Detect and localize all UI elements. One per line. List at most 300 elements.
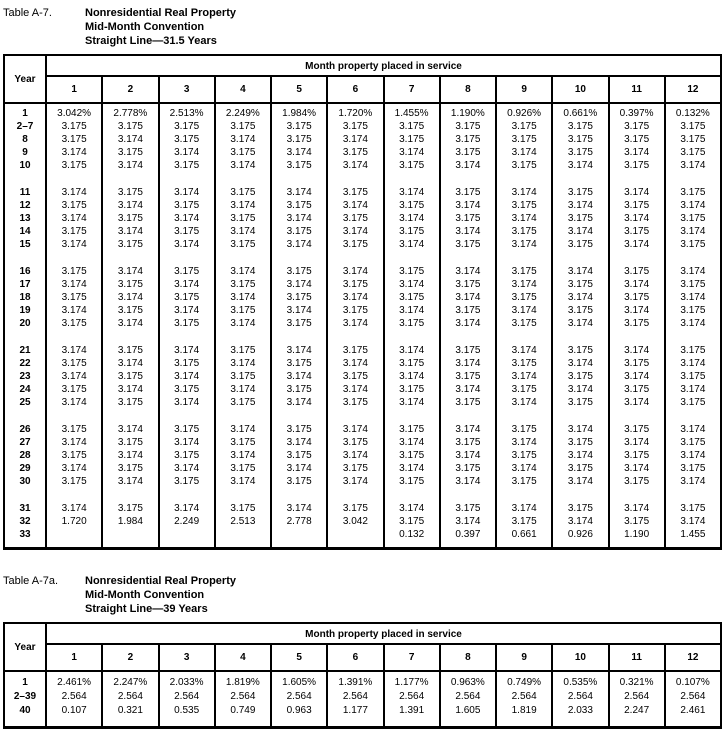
table-a7a-title-line-1: Nonresidential Real Property	[85, 575, 236, 587]
table-bottom-padding-row	[5, 541, 720, 547]
value-cell: 3.174	[270, 146, 326, 159]
value-cell: 3.175	[439, 436, 495, 449]
value-cell: 3.175	[45, 291, 101, 304]
value-cell: 3.175	[214, 120, 270, 133]
value-cell: 3.175	[551, 120, 607, 133]
value-cell: 3.175	[326, 370, 382, 383]
value-cell: 3.174	[551, 449, 607, 462]
value-cell: 3.175	[383, 317, 439, 330]
value-cell: 3.174	[664, 515, 720, 528]
value-cell: 3.175	[326, 502, 382, 515]
value-cell: 3.175	[664, 133, 720, 146]
value-cell: 3.174	[551, 225, 607, 238]
value-cell: 3.175	[214, 212, 270, 225]
value-cell: 3.174	[214, 423, 270, 436]
year-cell: 21	[19, 345, 31, 356]
value-cell: 3.174	[45, 146, 101, 159]
table-header	[5, 624, 720, 672]
year-cell: 33	[19, 529, 31, 540]
value-cell: 3.174	[608, 396, 664, 409]
value-cell: 3.174	[101, 133, 157, 146]
value-cell: 3.175	[608, 133, 664, 146]
month-col-header-1: 1	[45, 645, 101, 670]
value-cell: 2.564	[664, 690, 720, 704]
value-cell: 3.175	[326, 344, 382, 357]
month-span-header: Month property placed in service	[45, 56, 720, 77]
year-cell: 18	[19, 292, 31, 303]
year-cell: 12	[19, 200, 31, 211]
value-cell: 3.175	[326, 120, 382, 133]
value-cell: 3.174	[551, 199, 607, 212]
month-span-header: Month property placed in service	[45, 624, 720, 645]
value-cell: 3.174	[495, 238, 551, 251]
year-cell	[5, 172, 45, 186]
value-cell: 3.174	[158, 344, 214, 357]
value-cell: 2.564	[45, 690, 101, 704]
month-col-header-4: 4	[214, 645, 270, 670]
value-cell: 1.984	[101, 515, 157, 528]
value-cell: 3.174	[439, 265, 495, 278]
value-cell	[495, 172, 551, 186]
value-cell: 3.042	[326, 515, 382, 528]
value-cell: 0.661%	[551, 107, 607, 120]
value-cell	[495, 330, 551, 344]
table-header	[5, 56, 720, 104]
value-cell: 3.175	[158, 199, 214, 212]
value-cell: 1.177%	[383, 676, 439, 690]
value-cell: 3.174	[439, 475, 495, 488]
value-cell: 3.174	[664, 449, 720, 462]
value-cell: 3.175	[101, 238, 157, 251]
value-cell	[383, 488, 439, 502]
value-cell: 3.174	[101, 317, 157, 330]
month-col-header-2: 2	[101, 645, 157, 670]
value-cell: 3.174	[270, 278, 326, 291]
table-a7-label: Table A-7.	[3, 7, 52, 19]
value-cell: 2.249	[158, 515, 214, 528]
month-col-header-12: 12	[664, 77, 720, 102]
table-row	[5, 225, 720, 238]
value-cell: 3.174	[664, 225, 720, 238]
value-cell: 3.175	[326, 462, 382, 475]
year-cell: 13	[19, 213, 31, 224]
value-cell	[326, 330, 382, 344]
value-cell: 0.321%	[608, 676, 664, 690]
value-cell: 3.174	[608, 462, 664, 475]
value-cell	[270, 409, 326, 423]
value-cell	[45, 409, 101, 423]
table-row	[5, 107, 720, 120]
year-cell: 1	[22, 677, 28, 688]
value-cell: 3.174	[439, 199, 495, 212]
value-cell: 3.174	[439, 317, 495, 330]
value-cell	[664, 172, 720, 186]
value-cell: 3.174	[383, 462, 439, 475]
table-row	[5, 344, 720, 357]
value-cell	[270, 488, 326, 502]
value-cell: 1.455%	[383, 107, 439, 120]
value-cell: 3.174	[551, 317, 607, 330]
value-cell	[326, 251, 382, 265]
value-cell: 0.132	[383, 528, 439, 541]
value-cell: 1.605	[439, 704, 495, 718]
value-cell: 3.175	[270, 449, 326, 462]
value-cell: 3.174	[608, 278, 664, 291]
value-cell: 3.175	[664, 238, 720, 251]
value-cell: 2.247	[608, 704, 664, 718]
value-cell	[158, 488, 214, 502]
value-cell: 3.174	[214, 357, 270, 370]
value-cell: 3.174	[664, 317, 720, 330]
value-cell: 3.174	[45, 370, 101, 383]
value-cell: 3.174	[383, 502, 439, 515]
value-cell	[664, 251, 720, 265]
value-cell: 3.174	[383, 278, 439, 291]
value-cell	[326, 409, 382, 423]
year-cell: 24	[19, 384, 31, 395]
value-cell: 3.175	[101, 344, 157, 357]
value-cell: 3.042%	[45, 107, 101, 120]
value-cell: 3.175	[495, 133, 551, 146]
value-cell: 3.174	[270, 462, 326, 475]
value-cell	[495, 251, 551, 265]
year-cell: 23	[19, 371, 31, 382]
year-cell: 32	[19, 516, 31, 527]
value-cell: 3.174	[101, 291, 157, 304]
value-cell: 3.175	[101, 436, 157, 449]
value-cell: 3.175	[270, 423, 326, 436]
month-col-header-5: 5	[270, 645, 326, 670]
value-cell: 3.174	[551, 291, 607, 304]
value-cell: 3.174	[101, 199, 157, 212]
value-cell: 3.174	[326, 225, 382, 238]
value-cell: 3.174	[551, 475, 607, 488]
table-row	[5, 462, 720, 475]
year-column-header: Year	[14, 641, 36, 653]
value-cell: 3.174	[664, 159, 720, 172]
value-cell: 3.175	[214, 370, 270, 383]
value-cell: 3.175	[664, 120, 720, 133]
table-row	[5, 370, 720, 383]
value-cell: 3.175	[101, 146, 157, 159]
value-cell: 2.564	[270, 690, 326, 704]
value-cell: 3.174	[664, 383, 720, 396]
value-cell: 3.175	[101, 304, 157, 317]
value-cell	[101, 488, 157, 502]
month-col-header-10: 10	[551, 77, 607, 102]
value-cell: 3.175	[214, 436, 270, 449]
value-cell: 0.321	[101, 704, 157, 718]
value-cell: 3.175	[214, 146, 270, 159]
value-cell: 3.175	[214, 502, 270, 515]
month-col-header-6: 6	[326, 645, 382, 670]
value-cell	[495, 541, 551, 547]
table-row	[5, 436, 720, 449]
value-cell: 3.175	[608, 265, 664, 278]
table-body	[5, 672, 720, 726]
value-cell: 3.174	[383, 436, 439, 449]
value-cell: 3.175	[664, 146, 720, 159]
value-cell: 3.175	[383, 225, 439, 238]
value-cell: 3.175	[664, 502, 720, 515]
value-cell: 3.174	[45, 304, 101, 317]
value-cell: 3.175	[551, 212, 607, 225]
month-col-header-1: 1	[45, 77, 101, 102]
value-cell: 3.174	[439, 357, 495, 370]
value-cell: 0.535%	[551, 676, 607, 690]
value-cell: 3.175	[326, 436, 382, 449]
value-cell: 3.175	[326, 304, 382, 317]
value-cell: 3.175	[383, 133, 439, 146]
table-row	[5, 186, 720, 199]
value-cell: 2.513%	[158, 107, 214, 120]
value-cell: 3.174	[664, 423, 720, 436]
value-cell: 3.174	[439, 383, 495, 396]
value-cell: 3.175	[608, 423, 664, 436]
month-col-header-4: 4	[214, 77, 270, 102]
table-row	[5, 291, 720, 304]
value-cell: 3.174	[326, 159, 382, 172]
value-cell: 3.174	[101, 383, 157, 396]
year-cell	[5, 488, 45, 502]
value-cell: 0.661	[495, 528, 551, 541]
value-cell: 3.175	[383, 265, 439, 278]
value-cell: 3.175	[158, 317, 214, 330]
value-cell: 3.174	[551, 515, 607, 528]
month-col-header-12: 12	[664, 645, 720, 670]
value-cell: 3.175	[270, 317, 326, 330]
value-cell: 3.174	[551, 159, 607, 172]
value-cell: 3.175	[383, 383, 439, 396]
month-col-header-11: 11	[608, 77, 664, 102]
value-cell	[158, 330, 214, 344]
value-cell: 3.175	[214, 396, 270, 409]
value-cell	[664, 330, 720, 344]
value-cell: 3.174	[608, 186, 664, 199]
value-cell: 3.175	[158, 133, 214, 146]
value-cell: 3.175	[158, 225, 214, 238]
table-a7a-section	[3, 574, 725, 729]
value-cell: 1.819%	[214, 676, 270, 690]
month-col-header-3: 3	[158, 645, 214, 670]
value-cell: 3.174	[158, 238, 214, 251]
value-cell: 3.175	[439, 133, 495, 146]
value-cell	[383, 330, 439, 344]
value-cell: 2.513	[214, 515, 270, 528]
year-cell: 26	[19, 424, 31, 435]
value-cell: 3.175	[439, 370, 495, 383]
value-cell: 1.984%	[270, 107, 326, 120]
value-cell	[45, 488, 101, 502]
year-cell: 8	[22, 134, 28, 145]
value-cell: 3.175	[551, 436, 607, 449]
value-cell: 3.175	[45, 225, 101, 238]
value-cell: 3.175	[495, 120, 551, 133]
value-cell: 1.391	[383, 704, 439, 718]
value-cell: 3.174	[608, 238, 664, 251]
value-cell: 0.963%	[439, 676, 495, 690]
row-group-spacer	[5, 488, 720, 502]
value-cell: 3.174	[664, 199, 720, 212]
value-cell: 3.174	[383, 344, 439, 357]
value-cell: 3.174	[608, 146, 664, 159]
year-cell: 30	[19, 476, 31, 487]
value-cell: 3.175	[270, 291, 326, 304]
value-cell	[158, 541, 214, 547]
year-cell: 11	[19, 187, 31, 198]
table-a7a-title-line-2: Mid-Month Convention	[85, 589, 205, 601]
value-cell: 3.175	[495, 423, 551, 436]
value-cell: 3.175	[101, 278, 157, 291]
value-cell: 3.175	[383, 423, 439, 436]
value-cell: 3.174	[439, 515, 495, 528]
value-cell: 3.175	[439, 120, 495, 133]
value-cell: 3.174	[101, 159, 157, 172]
value-cell: 3.175	[383, 291, 439, 304]
value-cell: 3.174	[495, 502, 551, 515]
value-cell	[551, 330, 607, 344]
table-row	[5, 120, 720, 133]
value-cell: 3.175	[270, 357, 326, 370]
value-cell: 3.174	[158, 396, 214, 409]
value-cell	[439, 541, 495, 547]
value-cell: 3.175	[214, 344, 270, 357]
table-row	[5, 449, 720, 462]
value-cell: 3.175	[439, 146, 495, 159]
value-cell: 3.174	[551, 423, 607, 436]
value-cell: 3.174	[383, 186, 439, 199]
value-cell	[270, 330, 326, 344]
value-cell	[551, 718, 607, 726]
value-cell: 3.174	[45, 212, 101, 225]
value-cell: 3.174	[664, 357, 720, 370]
value-cell: 3.174	[214, 265, 270, 278]
value-cell: 3.175	[439, 502, 495, 515]
year-cell	[5, 718, 45, 726]
value-cell	[45, 330, 101, 344]
row-group-spacer	[5, 251, 720, 265]
year-cell: 17	[19, 279, 31, 290]
month-col-header-9: 9	[495, 77, 551, 102]
value-cell	[270, 718, 326, 726]
value-cell: 3.174	[270, 436, 326, 449]
year-cell: 14	[19, 226, 31, 237]
value-cell: 3.175	[495, 449, 551, 462]
table-row	[5, 159, 720, 172]
value-cell: 1.190	[608, 528, 664, 541]
value-cell: 3.175	[214, 462, 270, 475]
value-cell: 3.175	[551, 396, 607, 409]
value-cell: 3.174	[270, 186, 326, 199]
value-cell	[214, 409, 270, 423]
value-cell	[101, 251, 157, 265]
value-cell	[664, 541, 720, 547]
value-cell	[214, 718, 270, 726]
value-cell: 3.174	[270, 396, 326, 409]
value-cell: 3.174	[495, 436, 551, 449]
value-cell: 3.175	[608, 291, 664, 304]
value-cell	[439, 330, 495, 344]
value-cell: 3.174	[383, 304, 439, 317]
value-cell: 3.174	[326, 265, 382, 278]
value-cell: 3.175	[495, 265, 551, 278]
value-cell: 2.461	[664, 704, 720, 718]
value-cell: 3.175	[158, 159, 214, 172]
value-cell: 1.720	[45, 515, 101, 528]
year-cell	[5, 409, 45, 423]
value-cell	[158, 251, 214, 265]
value-cell: 3.174	[270, 370, 326, 383]
value-cell	[326, 541, 382, 547]
value-cell: 3.175	[45, 383, 101, 396]
year-cell: 15	[19, 239, 31, 250]
value-cell: 3.175	[45, 449, 101, 462]
value-cell: 3.175	[270, 475, 326, 488]
value-cell: 3.175	[158, 423, 214, 436]
value-cell	[608, 172, 664, 186]
table-row	[5, 133, 720, 146]
month-col-header-3: 3	[158, 77, 214, 102]
value-cell: 3.175	[495, 383, 551, 396]
value-cell: 3.175	[270, 265, 326, 278]
value-cell: 3.174	[45, 238, 101, 251]
year-cell: 16	[19, 266, 31, 277]
table-row	[5, 690, 720, 704]
value-cell: 2.461%	[45, 676, 101, 690]
value-cell	[326, 488, 382, 502]
value-cell: 3.174	[326, 423, 382, 436]
value-cell: 3.174	[214, 383, 270, 396]
value-cell: 3.174	[45, 396, 101, 409]
value-cell: 3.175	[551, 370, 607, 383]
table-body	[5, 104, 720, 547]
value-cell: 3.174	[551, 357, 607, 370]
value-cell: 3.175	[664, 436, 720, 449]
value-cell: 2.564	[495, 690, 551, 704]
value-cell: 3.175	[45, 133, 101, 146]
table-row	[5, 238, 720, 251]
value-cell: 3.175	[45, 159, 101, 172]
value-cell: 3.174	[158, 278, 214, 291]
value-cell: 3.175	[551, 502, 607, 515]
value-cell: 3.174	[551, 265, 607, 278]
value-cell: 3.174	[495, 278, 551, 291]
table-bottom-padding-row	[5, 718, 720, 726]
value-cell	[270, 251, 326, 265]
year-cell: 1	[22, 108, 28, 119]
value-cell: 3.174	[326, 475, 382, 488]
value-cell: 3.175	[495, 515, 551, 528]
row-group-spacer	[5, 172, 720, 186]
value-cell: 3.174	[383, 396, 439, 409]
value-cell: 3.175	[326, 396, 382, 409]
value-cell: 3.175	[383, 199, 439, 212]
value-cell: 3.174	[326, 291, 382, 304]
table-a7-title-line-1: Nonresidential Real Property	[85, 7, 236, 19]
value-cell: 3.175	[383, 357, 439, 370]
value-cell: 2.778	[270, 515, 326, 528]
value-cell: 3.174	[101, 423, 157, 436]
value-cell: 3.174	[383, 238, 439, 251]
table-a7a-title	[85, 574, 236, 616]
value-cell: 3.174	[101, 357, 157, 370]
value-cell: 3.174	[158, 212, 214, 225]
value-cell	[495, 488, 551, 502]
table-row	[5, 475, 720, 488]
value-cell: 3.175	[664, 370, 720, 383]
value-cell: 3.174	[45, 502, 101, 515]
value-cell: 2.564	[439, 690, 495, 704]
